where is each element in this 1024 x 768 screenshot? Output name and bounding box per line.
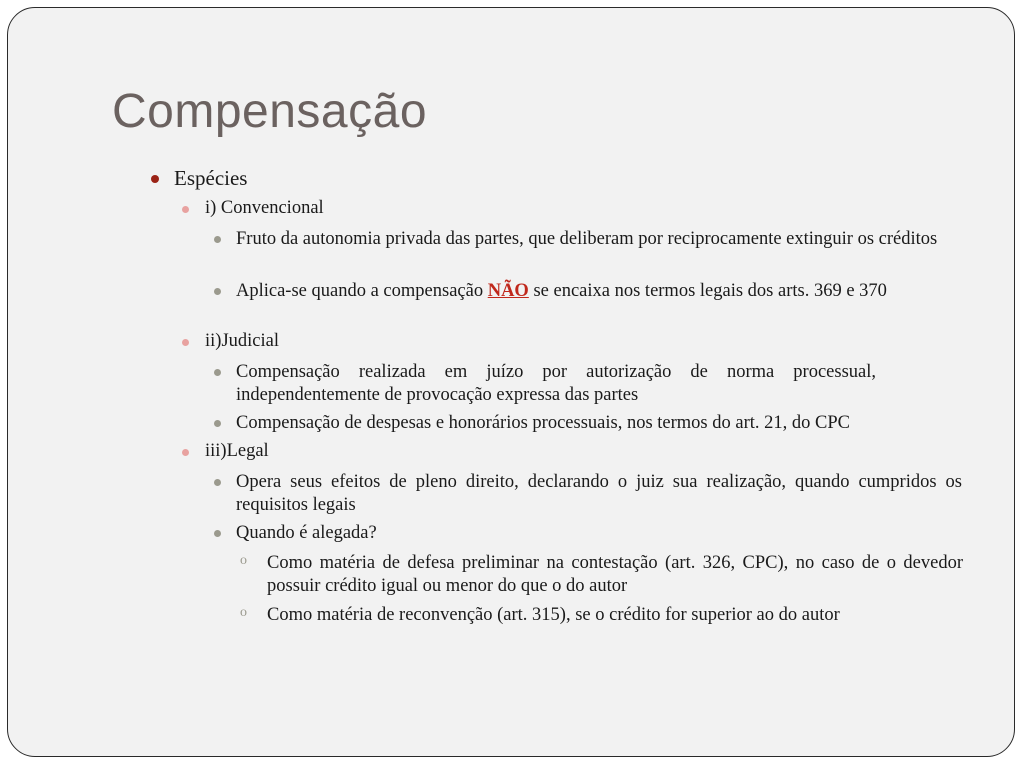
subpoint-text: Como matéria de defesa preliminar na contestação (art. 326, CPC), no caso de o devedor possuir crédito igual ou menor do que o do autor <box>267 553 963 596</box>
point-bullet-icon <box>214 479 221 486</box>
point-text-post: se encaixa nos termos legais dos arts. 369 e 370 <box>528 281 887 301</box>
point-text <box>236 280 962 303</box>
section-bullet-icon <box>182 206 189 213</box>
point-bullet-icon <box>214 420 221 427</box>
subpoint-text: Como matéria de reconvenção (art. 315), se o crédito for superior ao do autor <box>267 605 840 625</box>
section-heading: ii)Judicial <box>205 331 279 351</box>
point-text: Fruto da autonomia privada das partes, que deliberam por reciprocamente extinguir os créditos <box>236 229 938 249</box>
point-text-pre: Aplica-se quando a compensação <box>236 281 488 301</box>
point-bullet-icon <box>214 369 221 376</box>
section-heading: iii)Legal <box>205 441 269 461</box>
point-text: Compensação realizada em juízo por autorização de norma processual, independentemente de provocação expressa das partes <box>236 362 876 405</box>
point-bullet-icon <box>214 530 221 537</box>
section-bullet-icon <box>182 449 189 456</box>
hollow-circle-bullet-icon: o <box>240 605 247 620</box>
emphasis-nao: NÃO <box>487 281 529 301</box>
point-bullet-icon <box>214 236 221 243</box>
section-bullet-icon <box>182 339 189 346</box>
point-text: Compensação de despesas e honorários processuais, nos termos do art. 21, do CPC <box>236 413 850 433</box>
level1-bullet-icon <box>151 175 159 183</box>
level1-item-label: Espécies <box>174 166 248 190</box>
slide-title: Compensação <box>112 85 428 138</box>
section-heading: i) Convencional <box>205 198 324 218</box>
hollow-circle-bullet-icon: o <box>240 553 247 568</box>
point-text: Opera seus efeitos de pleno direito, declarando o juiz sua realização, quando cumpridos os requisitos legais <box>236 472 962 515</box>
point-text: Quando é alegada? <box>236 523 377 543</box>
point-bullet-icon <box>214 288 221 295</box>
